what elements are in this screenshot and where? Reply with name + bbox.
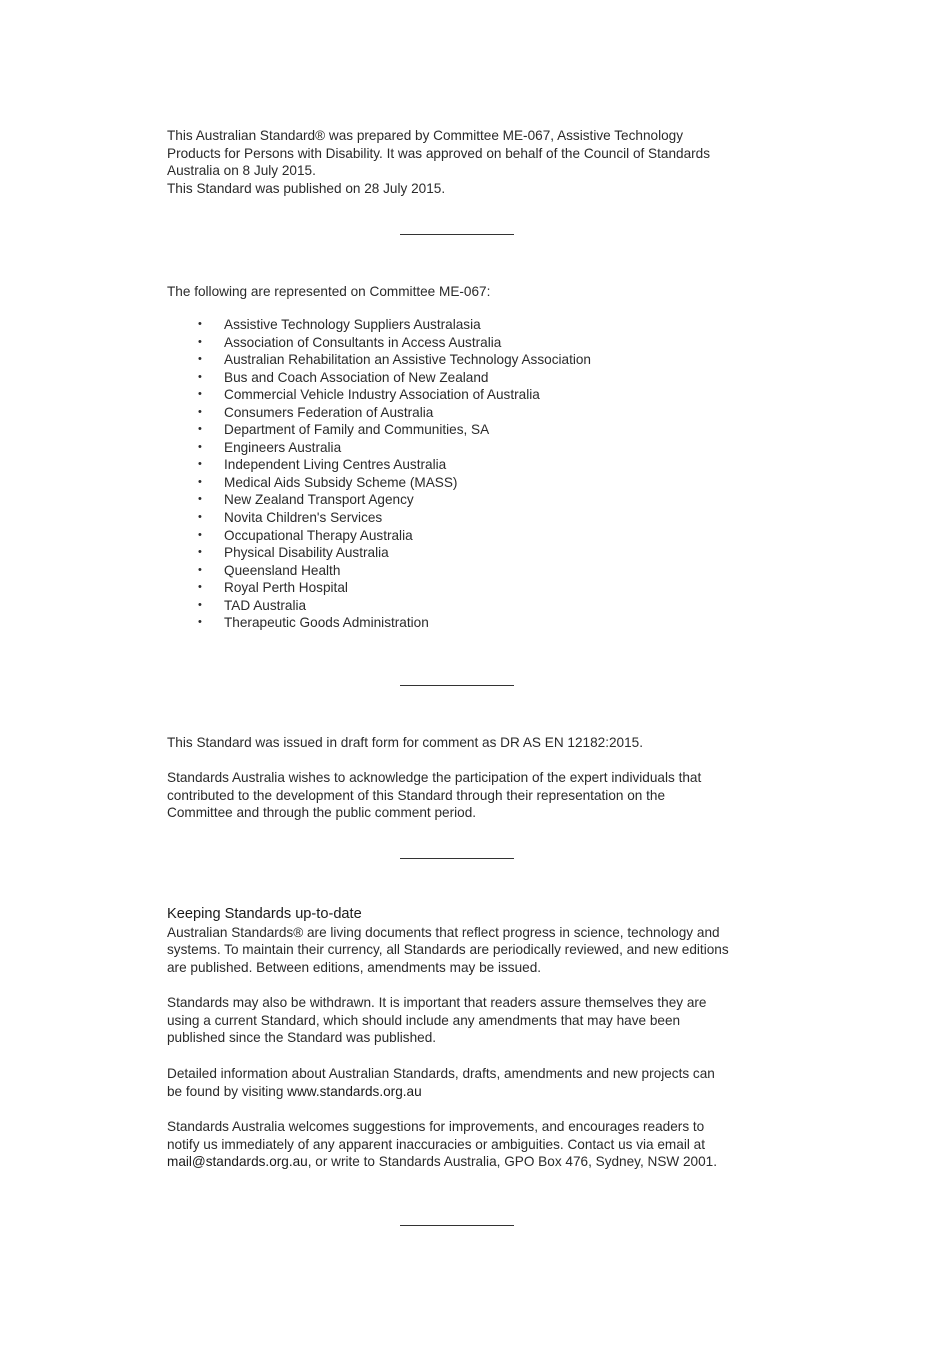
approval-line: Australia on 8 July 2015. <box>167 163 316 178</box>
member-name: Therapeutic Goods Administration <box>224 615 429 631</box>
withdrawn-paragraph <box>167 994 767 1047</box>
detailed-info-paragraph <box>167 1065 767 1100</box>
member-name: Occupational Therapy Australia <box>224 527 413 543</box>
suggestions-line: Standards Australia welcomes suggestions for improvements, and encourages readers to <box>167 1119 705 1134</box>
member-name: Association of Consultants in Access Australia <box>224 334 502 350</box>
member-name: Medical Aids Subsidy Scheme (MASS) <box>224 474 458 490</box>
member-name: Department of Family and Communities, SA <box>224 422 490 438</box>
bullet-icon: • <box>198 335 202 348</box>
bullet-icon: • <box>198 458 202 471</box>
keeping-up-to-date-section <box>167 906 767 976</box>
contact-line <box>167 1153 767 1171</box>
bullet-icon: • <box>198 511 202 524</box>
committee-members-list <box>167 316 767 632</box>
section-divider <box>400 1225 514 1226</box>
detailed-info-line: Detailed information about Australian Standards, drafts, amendments and new projects can <box>167 1066 715 1081</box>
section-divider <box>400 685 514 686</box>
bullet-icon: • <box>198 318 202 330</box>
acknowledgement-line: Standards Australia wishes to acknowledge the participation of the expert individuals that <box>167 770 702 785</box>
list-item <box>167 386 767 404</box>
bullet-icon: • <box>198 616 202 629</box>
committee-intro-text: The following are represented on Committee ME-067: <box>167 284 491 299</box>
bullet-icon: • <box>198 353 202 366</box>
list-item <box>167 439 767 457</box>
bullet-icon: • <box>198 581 202 594</box>
list-item <box>167 597 767 615</box>
member-name: Queensland Health <box>224 562 341 578</box>
list-item <box>167 509 767 527</box>
bullet-icon: • <box>198 528 202 541</box>
withdrawn-line: published since the Standard was published. <box>167 1030 437 1045</box>
list-item <box>167 562 767 580</box>
list-item <box>167 579 767 597</box>
acknowledgement-paragraph <box>167 769 767 822</box>
email-link[interactable]: mail@standards.org.au <box>167 1154 308 1169</box>
list-item <box>167 334 767 352</box>
bullet-icon: • <box>198 423 202 436</box>
acknowledgement-line: contributed to the development of this Standard through their representation on the <box>167 787 666 803</box>
member-name: Physical Disability Australia <box>224 545 389 561</box>
suggestions-paragraph <box>167 1118 767 1171</box>
withdrawn-line: using a current Standard, which should include any amendments that may have been <box>167 1012 681 1028</box>
member-name: Independent Living Centres Australia <box>224 457 447 473</box>
member-name: Australian Rehabilitation an Assistive Technology Association <box>224 352 591 368</box>
draft-issued-text: This Standard was issued in draft form for comment as DR AS EN 12182:2015. <box>167 735 644 750</box>
member-name: Bus and Coach Association of New Zealand <box>224 369 489 385</box>
visiting-text: be found by visiting <box>167 1083 288 1099</box>
bullet-icon: • <box>198 563 202 576</box>
bullet-icon: • <box>198 598 202 611</box>
bullet-icon: • <box>198 388 202 401</box>
member-name: Assistive Technology Suppliers Australasia <box>224 317 481 332</box>
member-name: Consumers Federation of Australia <box>224 404 434 420</box>
living-documents-line: Australian Standards® are living documents that reflect progress in science, technology and <box>167 924 720 940</box>
member-name: New Zealand Transport Agency <box>224 492 414 508</box>
bullet-icon: • <box>198 405 202 418</box>
bullet-icon: • <box>198 493 202 506</box>
draft-statement <box>167 734 767 752</box>
member-name: TAD Australia <box>224 597 307 613</box>
member-name: Royal Perth Hospital <box>224 580 348 596</box>
member-name: Engineers Australia <box>224 439 342 455</box>
list-item <box>167 491 767 509</box>
acknowledgement-line: Committee and through the public comment period. <box>167 805 477 820</box>
approval-line: Products for Persons with Disability. It was approved on behalf of the Council of Standards <box>167 145 711 161</box>
living-documents-line: systems. To maintain their currency, all Standards are periodically reviewed, and new editions <box>167 942 729 957</box>
bullet-icon: • <box>198 475 202 488</box>
approval-paragraph <box>167 127 767 197</box>
website-link[interactable]: www.standards.org.au <box>287 1083 422 1099</box>
member-name: Commercial Vehicle Industry Association of Australia <box>224 387 540 403</box>
published-line: This Standard was published on 28 July 2015. <box>167 180 446 196</box>
list-item <box>167 527 767 545</box>
bullet-icon: • <box>198 546 202 559</box>
list-item <box>167 544 767 562</box>
bullet-icon: • <box>198 440 202 453</box>
member-name: Novita Children's Services <box>224 510 383 526</box>
suggestions-line: notify us immediately of any apparent inaccuracies or ambiguities. Contact us via email at <box>167 1136 705 1152</box>
list-item <box>167 369 767 387</box>
list-item <box>167 614 767 632</box>
list-item <box>167 474 767 492</box>
committee-intro <box>167 283 767 301</box>
approval-line: This Australian Standard® was prepared by Committee ME-067, Assistive Technology <box>167 128 684 143</box>
list-item <box>167 456 767 474</box>
section-divider <box>400 234 514 235</box>
living-documents-line: are published. Between editions, amendments may be issued. <box>167 959 542 975</box>
list-item <box>167 404 767 422</box>
list-item <box>167 316 767 334</box>
bullet-icon: • <box>198 370 202 383</box>
withdrawn-line: Standards may also be withdrawn. It is important that readers assure themselves they are <box>167 995 707 1010</box>
section-heading: Keeping Standards up-to-date <box>167 906 362 922</box>
section-divider <box>400 858 514 859</box>
list-item <box>167 351 767 369</box>
detailed-info-line <box>167 1083 767 1101</box>
list-item <box>167 421 767 439</box>
postal-address-text: , or write to Standards Australia, GPO Box 476, Sydney, NSW 2001. <box>307 1154 718 1169</box>
